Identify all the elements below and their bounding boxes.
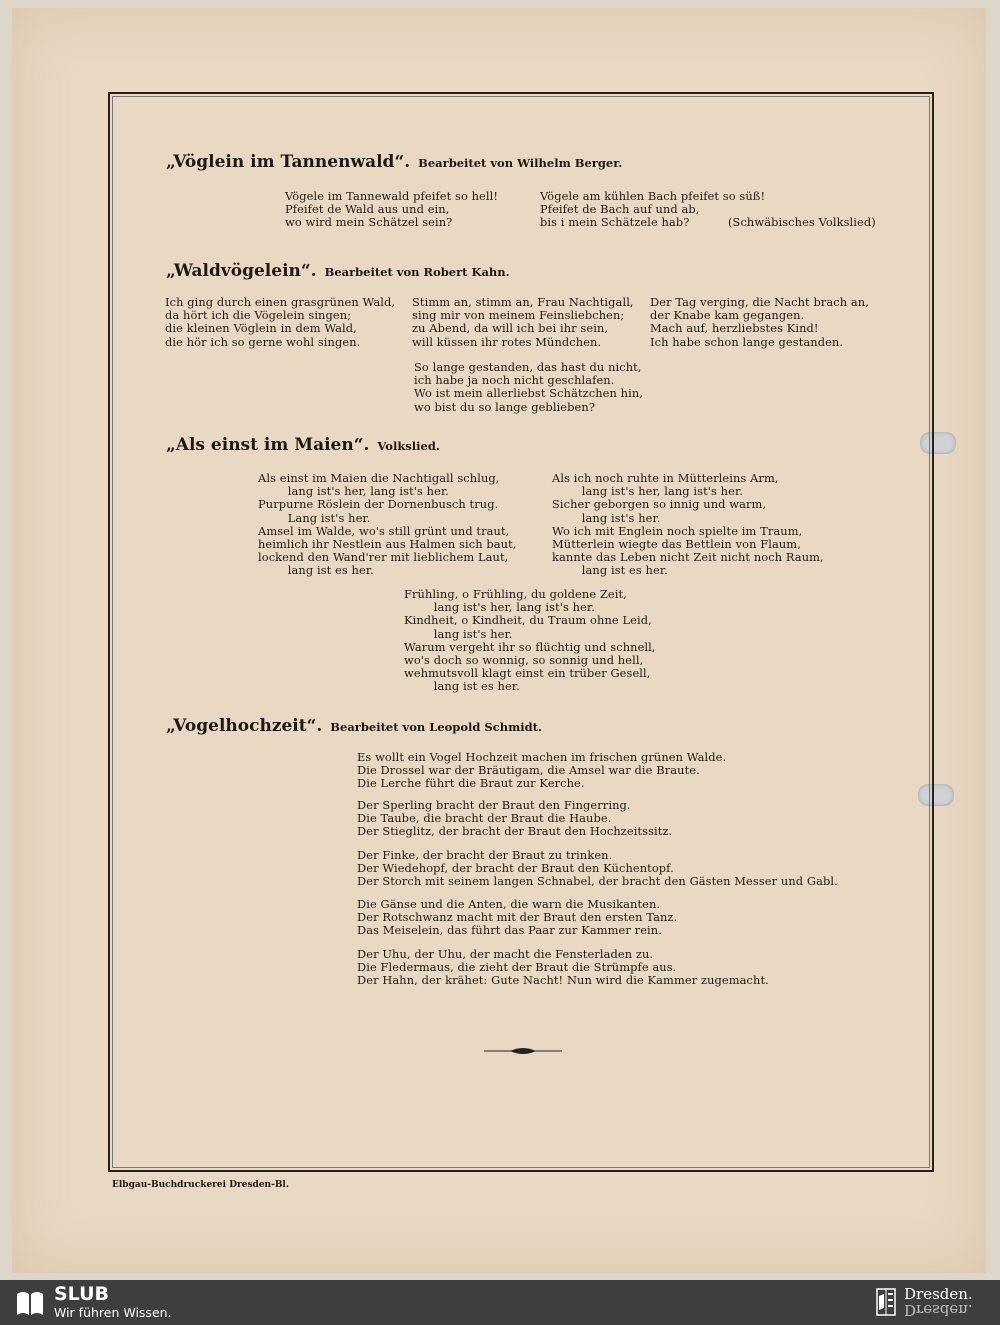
- song-title: „Vogelhochzeit“.: [166, 716, 323, 736]
- song-byline: Bearbeitet von Wilhelm Berger.: [418, 156, 623, 170]
- verse-block: Der Uhu, der Uhu, der macht die Fensterladen zu. Die Fledermaus, die zieht der Braut die Strümpfe aus. Der Hahn, der krähet: Gute Nacht! Nun wird die Kammer zugemacht.: [357, 947, 769, 988]
- song-heading-waldvoegelein: [166, 261, 510, 281]
- decorative-ornament-icon: [484, 1046, 562, 1056]
- song-byline: Bearbeitet von Robert Kahn.: [324, 265, 510, 279]
- verse-block: Vögele im Tannewald pfeifet so hell! Pfeifet de Wald aus und ein, wo wird mein Schätzel sein?: [285, 189, 499, 230]
- verse-block: Ich ging durch einen grasgrünen Wald, da hört ich die Vögelein singen; die kleinen Vöglein in dem Wald, die hör ich so gerne wohl singen.: [165, 295, 396, 349]
- song-title: „Waldvögelein“.: [166, 261, 317, 281]
- song-title: „Als einst im Maien“.: [166, 435, 370, 455]
- verse-block: Vögele am kühlen Bach pfeifet so süß! Pfeifet de Bach auf und ab, bis i mein Schätzele hab?: [540, 189, 766, 230]
- library-tagline: Wir führen Wissen.: [54, 1305, 172, 1320]
- song-byline: Bearbeitet von Leopold Schmidt.: [330, 720, 542, 734]
- verse-block: Der Finke, der bracht der Braut zu trinken. Der Wiedehopf, der bracht der Braut den Küchentopf. Der Storch mit seinem langen Schnabel, der bracht den Gästen Messer und Gabl.: [357, 848, 838, 889]
- song-byline: Volkslied.: [377, 439, 440, 453]
- verse-block: Frühling, o Frühling, du goldene Zeit, lang ist's her, lang ist's her. Kindheit, o Kindheit, du Traum ohne Leid, lang ist's her. Warum vergeht ihr so flüchtig und schnell, wo's doch so wonnig, so sonnig und hell, wehmutsvoll klagt einst ein trüber Gesell, lang ist es her.: [404, 587, 656, 694]
- slub-logo-icon[interactable]: [14, 1288, 46, 1318]
- song-title: „Vöglein im Tannenwald“.: [166, 152, 411, 172]
- verse-block: So lange gestanden, das hast du nicht, ich habe ja noch nicht geschlafen. Wo ist mein allerliebst Schätzchen hin, wo bist du so lange geblieben?: [414, 360, 644, 414]
- verse-block: Die Gänse und die Anten, die warn die Musikanten. Der Rotschwanz macht mit der Braut den ersten Tanz. Das Meiselein, das führt das Paar zur Kammer rein.: [357, 897, 678, 938]
- printer-imprint: Elbgau-Buchdruckerei Dresden-Bl.: [112, 1180, 289, 1190]
- city-name-reflection: Dresden.: [904, 1301, 973, 1319]
- song-heading-vogelhochzeit: [166, 716, 542, 736]
- song-heading-als-einst: [166, 435, 440, 455]
- song-heading-voeglein: [166, 152, 622, 172]
- verse-block: Der Sperling bracht der Braut den Fingerring. Die Taube, die bracht der Braut die Haube. Der Stieglitz, der bracht der Braut den Hochzeitssitz.: [357, 798, 673, 839]
- verse-block: Der Tag verging, die Nacht brach an, der Knabe kam gegangen. Mach auf, herzliebstes Kind! Ich habe schon lange gestanden.: [650, 295, 869, 349]
- verse-block: Als einst im Maien die Nachtigall schlug, lang ist's her, lang ist's her. Purpurne Röslein der Dornenbusch trug. Lang ist's her. Amsel im Walde, wo's still grünt und traut, heimlich ihr Nestlein aus Halmen sich baut, lockend den Wand'rer mit lieblichem Laut, lang ist es her.: [258, 471, 517, 578]
- song-source-note: (Schwäbisches Volkslied): [728, 215, 876, 229]
- verse-block: Stimm an, stimm an, Frau Nachtigall, sing mir von meinem Feinsliebchen; zu Abend, da will ich bei ihr sein, will küssen ihr rotes Mündchen.: [412, 295, 634, 349]
- library-name[interactable]: SLUB: [54, 1283, 110, 1305]
- verse-block: Als ich noch ruhte in Mütterleins Arm, lang ist's her, lang ist's her. Sicher geborgen so innig und warm, lang ist's her. Wo ich mit Englein noch spielte im Traum, Mütterlein wiegte das Bettlein von Flaum, kannte das Leben nicht Zeit nicht noch Raum, lang ist es her.: [552, 471, 824, 578]
- city-name[interactable]: Dresden.: [904, 1285, 973, 1303]
- dresden-coat-of-arms-icon[interactable]: [876, 1288, 896, 1316]
- viewer-footer: [0, 1280, 1000, 1325]
- verse-block: Es wollt ein Vogel Hochzeit machen im frischen grünen Walde. Die Drossel war der Bräutigam, die Amsel war die Braute. Die Lerche führt die Braut zur Kerche.: [357, 750, 727, 791]
